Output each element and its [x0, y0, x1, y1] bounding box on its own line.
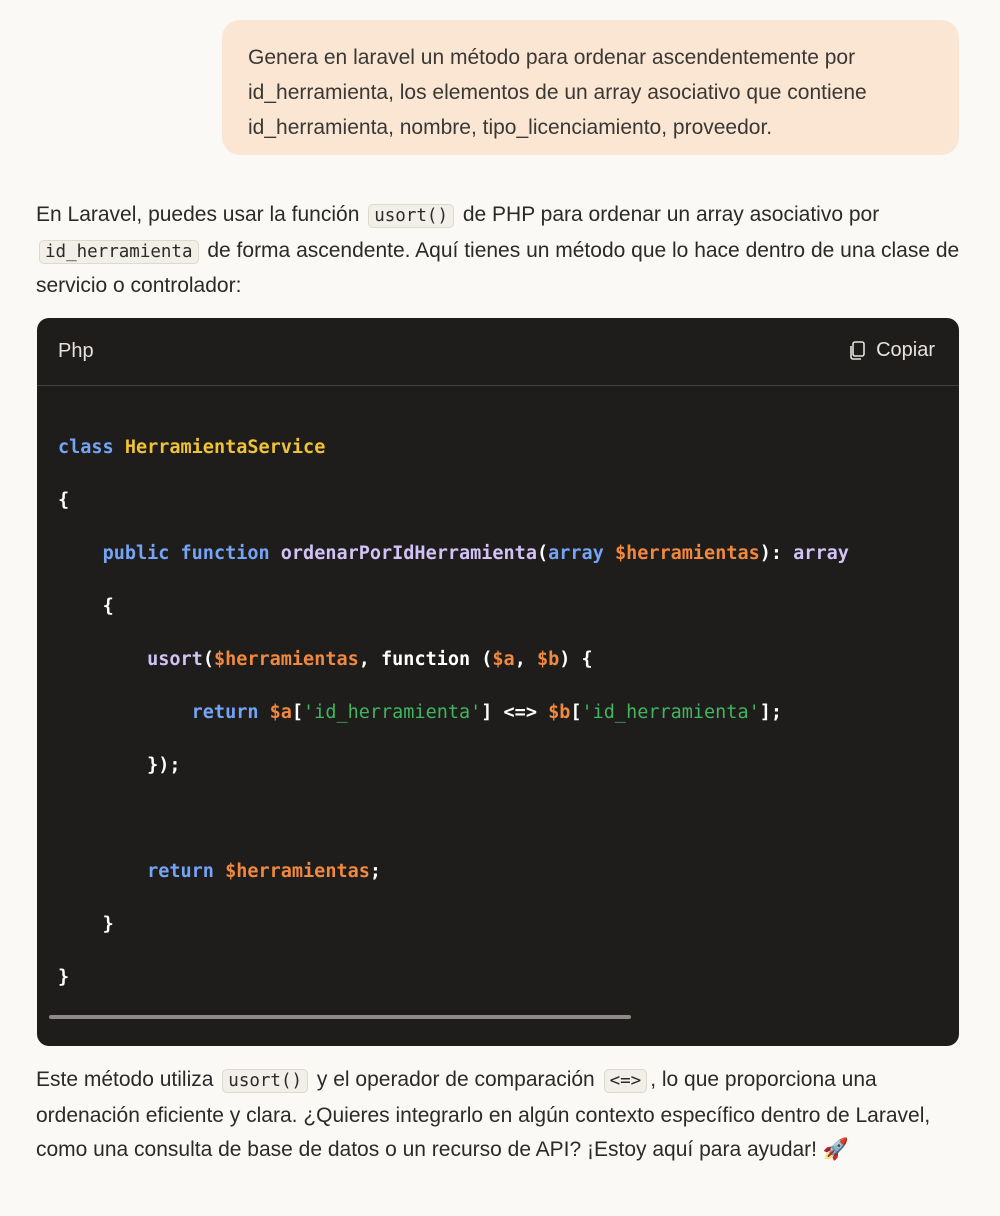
inline-code-usort: usort()	[222, 1069, 308, 1093]
code-line: });	[147, 754, 181, 776]
code-block	[37, 318, 959, 1046]
outro-text-2: y el operador de comparación	[316, 1068, 595, 1091]
user-message-bubble	[222, 20, 959, 155]
code-line: }	[102, 913, 114, 935]
code-line	[58, 806, 938, 833]
code-horizontal-scrollbar[interactable]	[49, 1015, 631, 1019]
code-block-header	[37, 318, 959, 386]
code-line: return $herramientas;	[147, 860, 382, 882]
code-line: usort($herramientas, function ($a, $b) {	[147, 648, 593, 670]
inline-code-id-herramienta: id_herramienta	[39, 240, 199, 264]
outro-text-3: , lo que proporciona una ordenación eficiente y clara. ¿Quieres integrarlo en algún contexto específico dentro de Laravel, como una consulta de base de datos o un recurso de API? ¡Estoy aquí para ayudar!	[36, 1068, 931, 1161]
user-message-line: id_herramienta, nombre, tipo_licenciamiento, proveedor.	[248, 116, 773, 139]
copy-label: Copiar	[876, 339, 935, 361]
copy-icon	[848, 341, 866, 361]
code-line: public function ordenarPorIdHerramienta(array $herramientas): array	[102, 542, 849, 564]
outro-text-1: Este método utiliza	[36, 1068, 214, 1091]
code-content	[58, 408, 938, 1046]
intro-text-2: de PHP para ordenar un array asociativo por	[462, 203, 880, 226]
response-intro	[36, 198, 966, 304]
code-line: class HerramientaService	[58, 436, 326, 458]
intro-text-3: de forma ascendente. Aquí tienes un método que lo hace dentro de una clase de servicio o controlador:	[36, 238, 960, 297]
copy-button[interactable]	[848, 339, 935, 362]
code-line: {	[102, 595, 114, 617]
response-outro	[36, 1063, 966, 1168]
rocket-icon: 🚀	[822, 1138, 849, 1161]
user-message-line: Genera en laravel un método para ordenar ascendentemente por	[248, 46, 856, 69]
user-message-line: id_herramienta, los elementos de un array asociativo que contiene	[248, 81, 867, 104]
code-line: }	[58, 966, 70, 988]
code-language-label: Php	[58, 340, 94, 362]
inline-code-usort: usort()	[368, 204, 454, 228]
inline-code-spaceship: <=>	[604, 1069, 648, 1093]
code-line: {	[58, 489, 70, 511]
intro-text-1: En Laravel, puedes usar la función	[36, 203, 360, 226]
code-line: return $a['id_herramienta'] <=> $b['id_herramienta'];	[191, 701, 783, 723]
code-line	[58, 1018, 938, 1045]
